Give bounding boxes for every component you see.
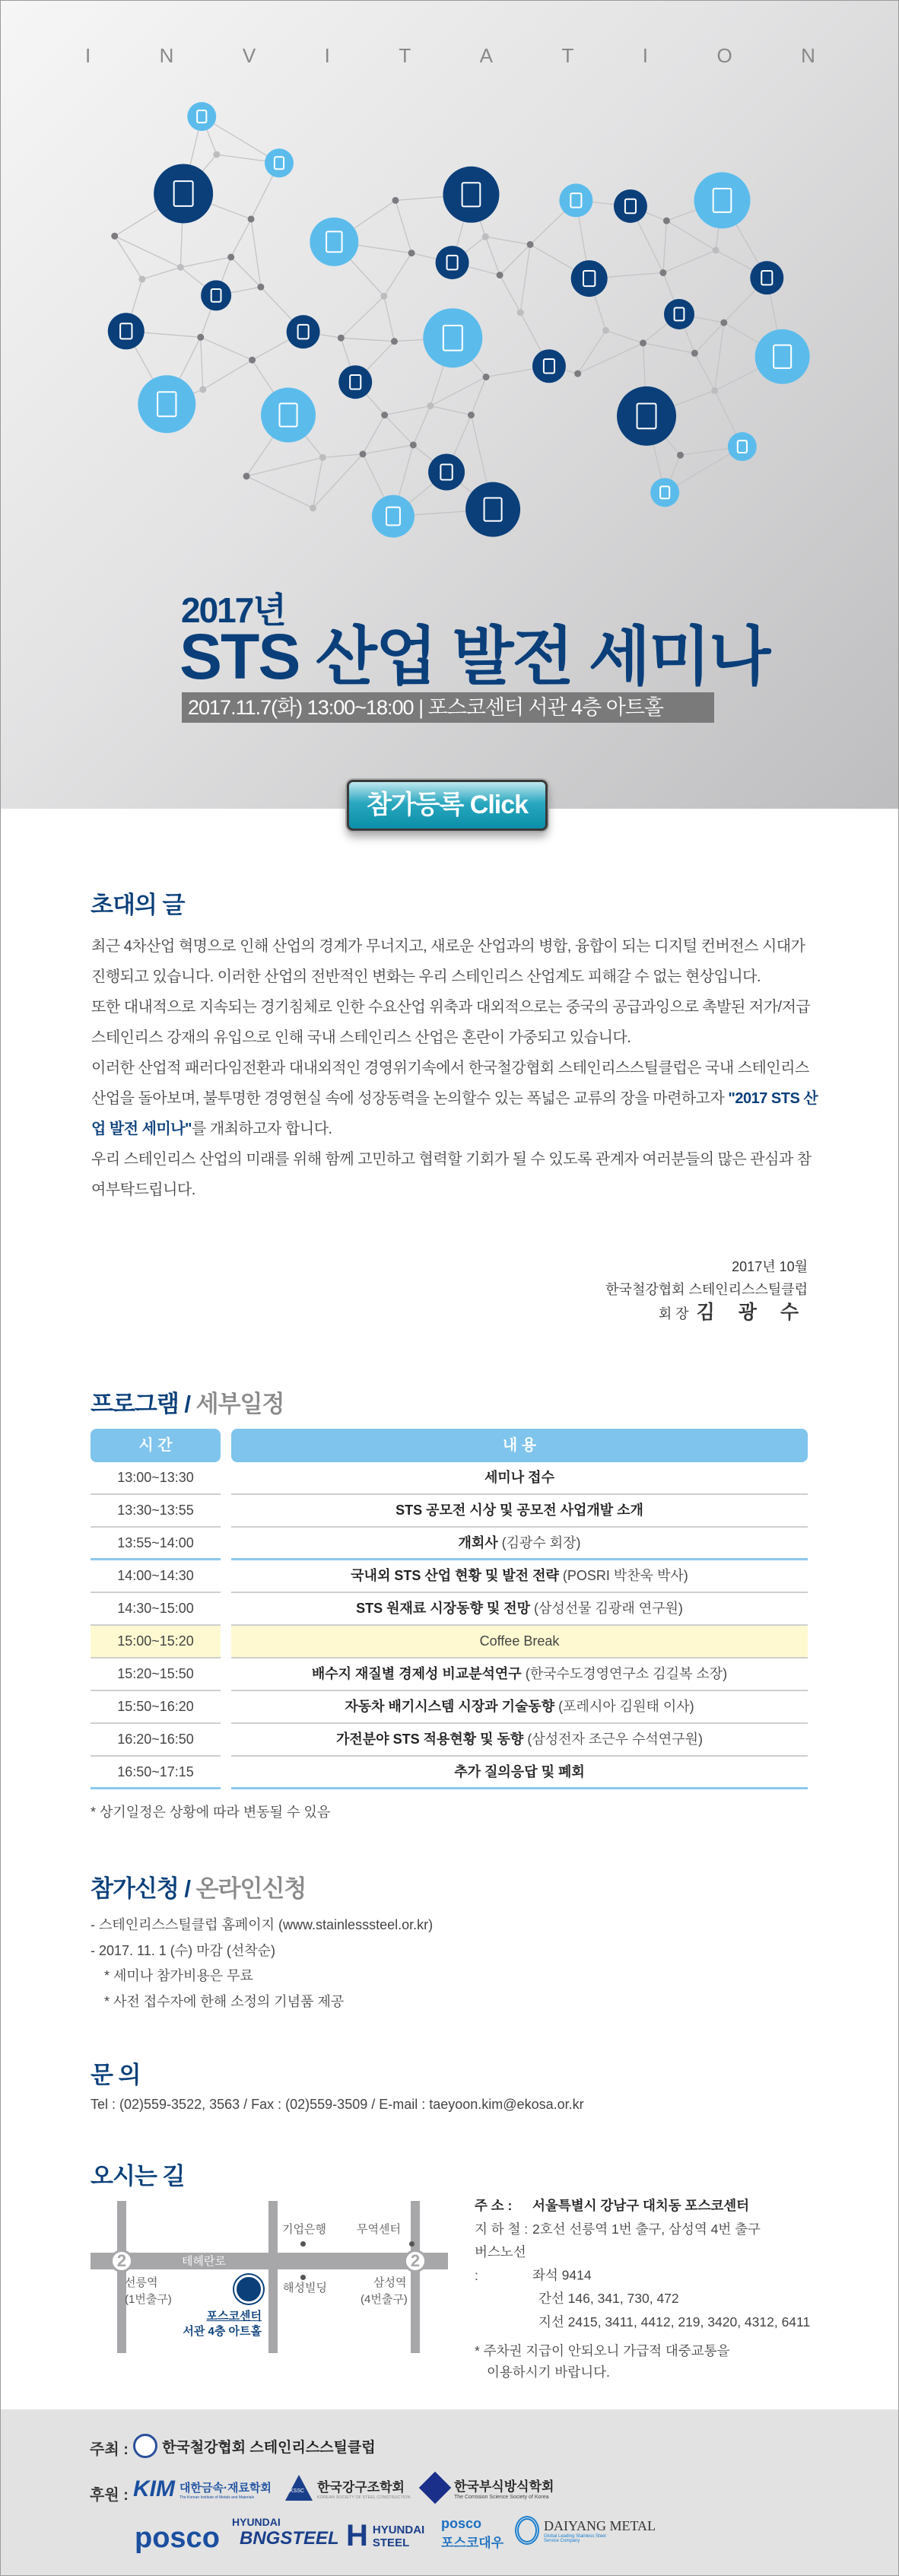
column-header-time: 시 간 [91, 1429, 221, 1462]
subway-line-icon: 2 [404, 2250, 427, 2272]
program-heading: 프로그램 / 세부일정 [91, 1391, 284, 1417]
network-dot [177, 264, 184, 271]
host-logo [133, 2434, 376, 2458]
table-row [91, 1757, 808, 1789]
network-dot [659, 269, 666, 276]
seminar-name-highlight: "2017 STS 산업 발전 세미나" [91, 1090, 818, 1137]
network-dot [257, 284, 264, 291]
corrosion-society-icon [419, 2472, 451, 2504]
product-icon [310, 218, 358, 266]
bus-info: 간선 146, 341, 730, 472 [538, 2291, 679, 2306]
subway-label: 지 하 철 : [475, 2221, 529, 2237]
product-icon [428, 454, 465, 491]
session-title: 세미나 접수 [484, 1470, 554, 1485]
letter: I [324, 44, 330, 67]
network-link [500, 275, 520, 313]
sponsor-name: 한국부식방식학회 [454, 2479, 554, 2494]
letter: A [479, 44, 494, 67]
network-dot [249, 357, 256, 364]
table-row [91, 1495, 808, 1528]
event-title: STS 산업 발전 세미나 [179, 621, 770, 692]
network-link [201, 337, 253, 360]
logo-line: DAIYANG METAL [544, 2517, 656, 2533]
hyundai-h-icon: H [346, 2519, 368, 2552]
road [268, 2201, 278, 2353]
network-link [471, 377, 486, 415]
event-year: 2017년 [181, 590, 285, 630]
program-table [91, 1429, 808, 1789]
logo-posco: posco [135, 2522, 220, 2554]
road [411, 2201, 420, 2353]
table-row [91, 1560, 808, 1593]
logo-line: BNGSTEEL [240, 2528, 339, 2549]
network-link [231, 257, 261, 287]
network-link [201, 337, 203, 390]
network-dot [497, 272, 504, 278]
landmark-dot [300, 2275, 306, 2280]
network-dot [574, 370, 581, 377]
network-link [203, 360, 253, 390]
network-link [180, 257, 230, 267]
sponsor-logo-kim [133, 2476, 272, 2502]
session-speaker: (김광수 회장) [501, 1535, 581, 1550]
venue-hall-label: 서관 4층 아트홀 [183, 2325, 262, 2338]
address-label: 주 소 : [475, 2198, 513, 2213]
network-dot [319, 454, 326, 461]
location-map [91, 2201, 448, 2353]
network-dot [640, 339, 646, 346]
bus-info: 지선 2415, 3411, 4412, 219, 3420, 4312, 6411 [538, 2314, 811, 2330]
contact-info: Tel : (02)559-3522, 3563 / Fax : (02)559-3509 / E-mail : taeyoon.kim@ekosa.or.kr [91, 2097, 584, 2112]
network-dot [527, 241, 534, 248]
station-seolleung: 선릉역 [125, 2276, 158, 2289]
row-time: 13:00~13:30 [91, 1462, 221, 1495]
session-speaker: (삼성선물 김광래 연구원) [534, 1601, 683, 1616]
product-icon [187, 102, 216, 131]
row-content [231, 1528, 808, 1560]
registration-deadline: - 2017. 11. 1 (수) 마감 (선착순) [91, 1942, 276, 1958]
paragraph [91, 1053, 821, 1144]
network-dot [482, 234, 489, 240]
network-link [384, 253, 411, 297]
letter: T [399, 44, 411, 67]
network-dot [483, 374, 490, 380]
logo-daiyang-metal [515, 2516, 656, 2545]
registration-fee-note: * 세미나 참가비용은 무료 [104, 1968, 253, 1983]
row-content [231, 1495, 808, 1528]
bus-label: 버스노선 : [475, 2244, 526, 2283]
network-dot [243, 472, 250, 479]
network-dot [248, 215, 255, 222]
sponsor-sub: The Korean Institute of Metals and Materials [179, 2495, 255, 2500]
station-exit: (1번출구) [125, 2293, 172, 2306]
product-icon [755, 329, 810, 384]
product-icon [423, 308, 482, 367]
network-dot [410, 441, 417, 448]
row-content [231, 1691, 808, 1724]
logo-line: HYUNDAI [232, 2516, 281, 2528]
table-header [91, 1429, 808, 1462]
product-icon [664, 299, 694, 329]
hero-banner [0, 0, 899, 809]
kosa-seal-icon [133, 2434, 157, 2458]
network-dot [691, 350, 698, 357]
landmark-ibk: 기업은행 [282, 2223, 326, 2236]
product-icon [338, 365, 372, 399]
landmark-dot [300, 2241, 306, 2247]
register-button[interactable]: 참가등록 Click [347, 780, 548, 831]
product-icon [443, 167, 499, 223]
product-icon [614, 189, 647, 223]
network-dot [391, 338, 398, 345]
row-time: 14:00~14:30 [91, 1560, 221, 1593]
table-row [91, 1658, 808, 1691]
landmark-dot [409, 2241, 415, 2247]
product-icon [138, 375, 195, 433]
session-title: 추가 질의응답 및 폐회 [454, 1764, 585, 1779]
session-title: 가전분야 STS 적용현황 및 동향 [336, 1732, 524, 1747]
network-link [385, 405, 430, 415]
network-link [663, 250, 716, 272]
signature-org: 한국철강협회 스테인리스스틸클럽 [605, 1282, 808, 1297]
table-row [91, 1724, 808, 1757]
registration-website[interactable]: - 스테인리스스틸클럽 홈페이지 (www.stainlesssteel.or.kr) [91, 1917, 434, 1932]
sponsor-label: 후원 : [90, 2487, 129, 2504]
product-icon [108, 313, 145, 349]
row-content [231, 1757, 808, 1789]
logo-line: 포스코대우 [441, 2536, 504, 2550]
network-link [520, 244, 530, 312]
network-link [395, 200, 411, 253]
row-content [231, 1724, 808, 1757]
invitation-body [91, 931, 821, 1205]
network-link [643, 343, 695, 353]
registration-info [91, 1913, 433, 2015]
product-icon [559, 183, 592, 217]
station-exit: (4번출구) [361, 2293, 408, 2306]
logo-line: Global Leading Stainless Steel Service Company [544, 2533, 606, 2543]
network-dot [227, 253, 234, 260]
bus-info: 좌석 9414 [532, 2267, 592, 2283]
product-icon [372, 495, 415, 538]
program-note: * 상기일정은 상황에 따라 변동될 수 있음 [91, 1805, 331, 1820]
letter: N [801, 44, 815, 67]
network-dot [427, 402, 434, 409]
row-content [231, 1658, 808, 1691]
network-dot [713, 247, 720, 254]
session-title: STS 공모전 시상 및 공모전 사업개발 소개 [395, 1503, 643, 1518]
product-icon [694, 172, 751, 228]
network-dot [360, 450, 367, 457]
network-dot [380, 293, 387, 300]
logo-line: HYUNDAI [372, 2523, 425, 2536]
product-icon [650, 478, 679, 507]
product-icon [265, 148, 294, 177]
network-dot [468, 412, 475, 418]
venue-label: 포스코센터 [206, 2310, 262, 2323]
network-link [385, 415, 414, 445]
network-dot [602, 327, 609, 334]
network-link [313, 457, 322, 508]
logo-line: posco [441, 2516, 482, 2531]
paragraph: 우리 스테인리스 산업의 미래를 위해 함께 고민하고 협력할 기회가 될 수 있도록 관계자 여러분들의 많은 관심과 참여부탁드립니다. [91, 1151, 812, 1198]
heading-main: 참가신청 [91, 1875, 179, 1902]
registration-heading: 참가신청 / 온라인신청 [91, 1875, 307, 1902]
session-speaker: (삼성전자 조근우 수석연구원) [527, 1732, 703, 1747]
network-link [341, 338, 394, 341]
session-title: 자동차 배기시스템 시장과 기술동향 [345, 1699, 555, 1714]
table-row [91, 1691, 808, 1724]
network-link [663, 221, 667, 272]
paragraph: 또한 대내적으로 지속되는 경기침체로 인한 수요산업 위축과 대외적으로는 중국의 공급과잉으로 촉발된 저가/저급 스테인리스 강재의 유입으로 인해 국내 스테인리스 산업은 혼란이 가중되고 있습니다. [91, 999, 811, 1046]
session-title: 배수지 재질별 경제성 비교분석연구 [311, 1666, 522, 1681]
letter: T [561, 44, 574, 67]
sponsor-name: 대한금속·재료학회 [179, 2481, 272, 2495]
signature-position: 회 장 [658, 1306, 689, 1321]
address-block [475, 2194, 810, 2382]
network-link [313, 454, 363, 508]
session-speaker: (한국수도경영연구소 김길복 소장) [525, 1666, 728, 1681]
row-time: 14:30~15:00 [91, 1593, 221, 1626]
kssc-mark: KSSC [290, 2489, 305, 2494]
letter: N [159, 44, 174, 67]
row-time: 16:50~17:15 [91, 1757, 221, 1789]
table-row [91, 1626, 808, 1658]
network-dot [677, 452, 684, 459]
session-speaker: Coffee Break [479, 1633, 560, 1649]
network-link [500, 244, 530, 275]
row-time: 13:30~13:55 [91, 1495, 221, 1528]
paragraph: 최근 4차산업 혁명으로 인해 산업의 경계가 무너지고, 새로운 산업과의 병합, 융합이 되는 디지털 컨버전스 시대가 진행되고 있습니다. 이러한 산업의 전반적인 변화는 우리 스테인리스 산업계도 피해갈 수 없는 현상입니다. [91, 938, 805, 985]
sponsor-sub: KOREAN SOCIETY OF STEEL CONSTRUCTION [317, 2495, 411, 2500]
session-speaker: (POSRI 박찬욱 박사) [562, 1568, 688, 1583]
station-samseong: 삼성역 [373, 2276, 407, 2289]
session-title: 국내외 STS 산업 현황 및 발전 전략 [351, 1568, 559, 1583]
directions-heading: 오시는 길 [91, 2163, 185, 2190]
address: 서울특별시 강남구 대치동 포스코센터 [532, 2198, 750, 2213]
venue-marker-icon [234, 2275, 263, 2304]
network-dot [720, 320, 727, 326]
network-link [384, 296, 395, 341]
product-icon [465, 482, 520, 537]
letter: I [85, 44, 91, 67]
parking-note: 이용하시기 바랍니다. [487, 2365, 610, 2380]
network-dot [310, 504, 316, 511]
network-link [413, 405, 430, 444]
letter: O [716, 44, 732, 67]
sponsor-logo-corrosion [421, 2473, 554, 2502]
row-content [231, 1593, 808, 1626]
network-dot [408, 250, 415, 256]
network-link [694, 323, 723, 353]
table-row [91, 1593, 808, 1626]
network-link [231, 219, 251, 257]
product-icon [617, 386, 676, 446]
network-link [715, 323, 724, 390]
network-link [666, 221, 716, 250]
daiyang-target-icon [515, 2516, 539, 2545]
invitation-heading: 초대의 글 [91, 892, 185, 918]
network-dot [138, 275, 145, 282]
row-time: 13:55~14:00 [91, 1528, 221, 1560]
logo-hyundai-steel [346, 2519, 424, 2553]
letter: I [642, 44, 649, 67]
network-dot [392, 197, 399, 204]
kssc-triangle-icon [285, 2475, 313, 2501]
network-link [485, 237, 500, 275]
contact-heading: 문 의 [91, 2062, 141, 2088]
logo-posco-daewoo [441, 2516, 504, 2551]
network-link [246, 476, 313, 508]
logo-line: STEEL [372, 2536, 410, 2549]
row-time: 16:20~16:50 [91, 1724, 221, 1757]
network-link [485, 237, 530, 244]
heading-sub: 온라인신청 [195, 1875, 307, 1902]
column-header-content: 내 용 [231, 1429, 808, 1462]
network-link [363, 445, 413, 454]
road-label: 테헤란로 [182, 2255, 226, 2268]
subway-info: 2호선 선릉역 1번 출구, 삼성역 4번 출구 [532, 2221, 761, 2237]
product-icon [571, 260, 608, 297]
letter: V [242, 44, 256, 67]
row-time: 15:00~15:20 [91, 1626, 221, 1658]
product-icon [261, 388, 316, 443]
network-dot [338, 335, 345, 342]
signature-block [605, 1255, 808, 1325]
row-time: 15:20~15:50 [91, 1658, 221, 1691]
product-icon [154, 164, 213, 223]
network-dot [111, 233, 118, 240]
event-date-venue: 2017.11.7(화) 13:00~18:00 | 포스코센터 서관 4층 아트홀 [182, 692, 714, 723]
row-content [231, 1560, 808, 1593]
product-icon [436, 246, 469, 279]
subway-line-icon: 2 [110, 2250, 133, 2272]
sponsor-sub: The Corrosion Science Society of Korea [454, 2495, 549, 2500]
product-icon [201, 280, 231, 310]
signature-name: 김 광 수 [696, 1302, 808, 1323]
network-link [142, 267, 180, 279]
network-dot [199, 386, 206, 393]
footer [0, 2409, 899, 2576]
session-title: STS 원재료 시장동향 및 전망 [356, 1601, 530, 1616]
landmark-haesung: 해성빌딩 [283, 2282, 327, 2295]
table-row [91, 1528, 808, 1560]
product-icon [728, 432, 757, 461]
row-content [231, 1462, 808, 1495]
host-name: 한국철강협회 스테인리스스틸클럽 [162, 2439, 376, 2456]
product-icon [750, 261, 783, 294]
network-link [322, 454, 363, 457]
network-illustration [0, 0, 899, 548]
host-label: 주최 : [90, 2441, 129, 2458]
session-title: 개회사 [458, 1535, 498, 1550]
parking-note: * 주차권 지급이 안되오니 가급적 대중교통을 [475, 2343, 730, 2358]
row-time: 15:50~16:20 [91, 1691, 221, 1724]
registration-gift-note: * 사전 접수자에 한해 소정의 기념품 제공 [104, 1993, 345, 2009]
product-icon [532, 349, 566, 383]
network-link [694, 353, 714, 390]
network-dot [197, 334, 204, 341]
heading-sub: 세부일정 [195, 1391, 284, 1417]
logo-hyundai-bngsteel [232, 2516, 339, 2549]
network-dot [711, 387, 718, 394]
network-link [363, 415, 385, 454]
table-row [91, 1462, 808, 1495]
kim-mark: KIM [133, 2476, 175, 2501]
network-link [606, 330, 643, 343]
network-link [430, 405, 472, 415]
session-speaker: (포레시아 김원태 이사) [558, 1699, 694, 1714]
sponsor-logo-kssc [285, 2475, 411, 2501]
text: 를 개최하고자 합니다. [192, 1121, 332, 1137]
network-dot [663, 218, 670, 224]
row-content [231, 1626, 808, 1658]
sponsor-name: 한국강구조학회 [317, 2479, 405, 2495]
network-dot [517, 309, 524, 316]
network-link [341, 296, 384, 338]
landmark-trade-center: 무역센터 [357, 2223, 401, 2236]
product-icon [287, 315, 320, 348]
heading-main: 프로그램 [91, 1391, 179, 1417]
teheran-road [91, 2253, 448, 2269]
network-dot [213, 151, 220, 158]
network-link [251, 219, 261, 287]
letter-date: 2017년 10월 [732, 1259, 808, 1274]
network-dot [381, 412, 388, 418]
text: 이러한 산업적 패러다임전환과 대내외적인 경영위기속에서 한국철강협회 스테인리스스틸클럽은 국내 스테인리스산업을 돌아보며, 불투명한 경영현실 속에 성장동력을 논의할수 있는 폭넓은 교류의 장을 마련하고자 [91, 1060, 809, 1107]
